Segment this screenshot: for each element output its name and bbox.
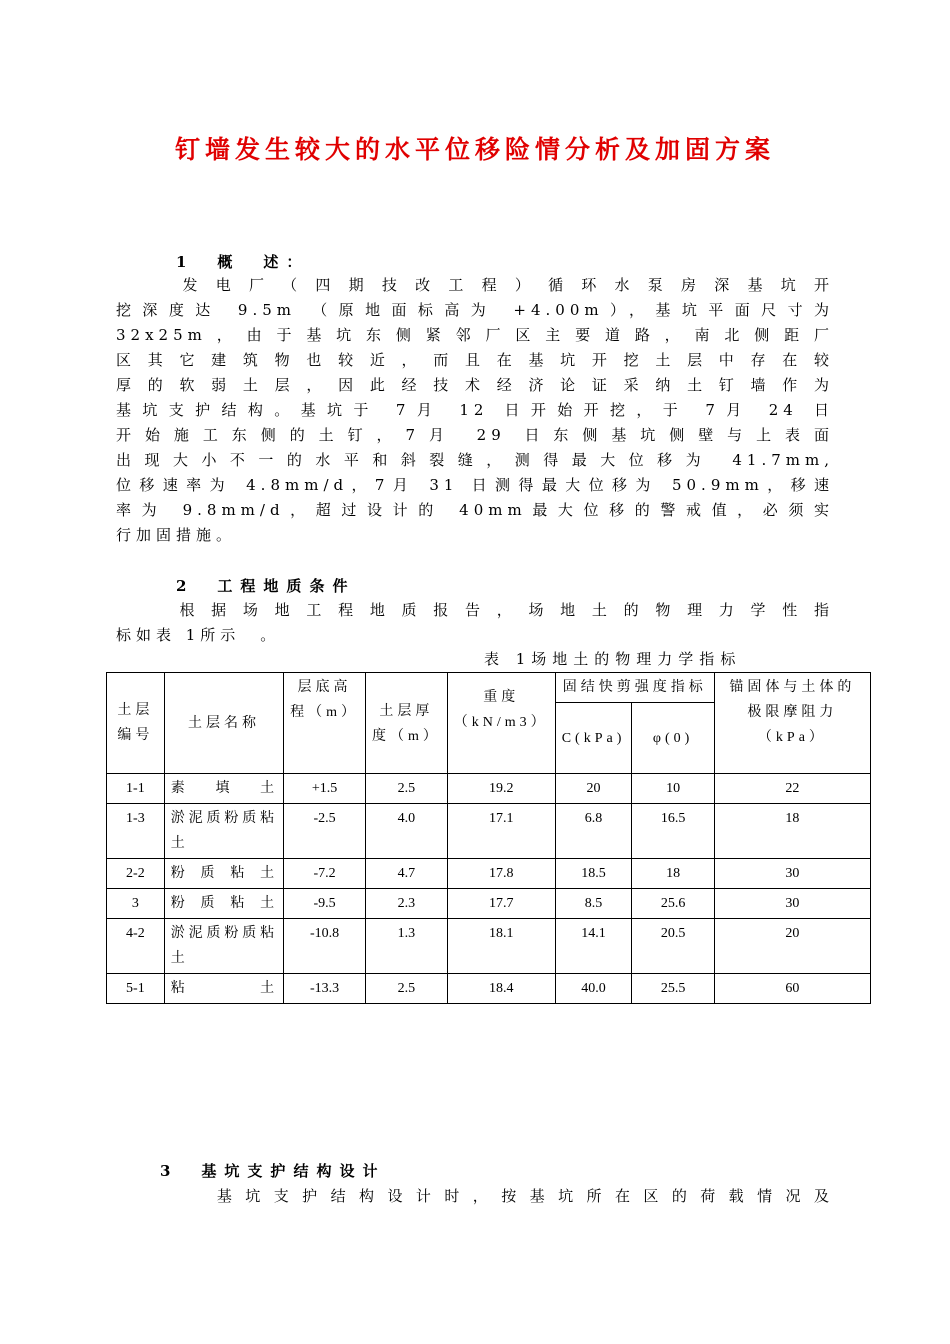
table-row: [107, 974, 871, 1004]
cell-layer-name: 粉质粘土: [164, 859, 283, 889]
text-line: 发电厂（四期技改工程）循环水泵房深基坑开: [116, 276, 834, 294]
cell-cohesion: 6.8: [555, 804, 632, 859]
cell-friction-angle: 25.5: [632, 974, 715, 1004]
cell-unit-weight: 18.4: [447, 974, 555, 1004]
table-caption: 表 1场地土的物理力学指标: [484, 650, 742, 668]
soil-properties-table: [106, 672, 871, 1004]
header-bottom-elevation: 层底高程（m）: [284, 673, 366, 774]
text-line: 开始施工东侧的土钉，7月 29 日东侧基坑侧壁与上表面: [116, 426, 834, 444]
cell-cohesion: 20: [555, 774, 632, 804]
cell-unit-weight: 17.8: [447, 859, 555, 889]
cell-unit-weight: 18.1: [447, 919, 555, 974]
text-line: 区其它建筑物也较近，而且在基坑开挖土层中存在较: [116, 351, 834, 369]
cell-layer-name: 淤泥质粉质粘土: [164, 804, 283, 859]
text-line: 根据场地工程地质报告，场地土的物理力学性指: [116, 601, 834, 619]
header-cohesion: C(kPa): [555, 703, 632, 774]
cell-elevation: -13.3: [284, 974, 366, 1004]
cell-thickness: 1.3: [365, 919, 447, 974]
text-line: 出现大小不一的水平和斜裂缝，测得最大位移为 41.7mm,: [116, 451, 834, 469]
document-title: 钉墙发生较大的水平位移险情分析及加固方案: [174, 135, 775, 164]
cell-anchor-friction: 60: [714, 974, 870, 1004]
section-2-heading: 2 工程地质条件: [176, 577, 356, 595]
cell-cohesion: 18.5: [555, 859, 632, 889]
section-3-heading: 3 基坑支护结构设计: [160, 1162, 386, 1180]
cell-anchor-friction: 22: [714, 774, 870, 804]
cell-cohesion: 40.0: [555, 974, 632, 1004]
text-line: 挖深度达 9.5m （原地面标高为 +4.00m），基坑平面尺寸为: [116, 301, 834, 319]
cell-cohesion: 14.1: [555, 919, 632, 974]
cell-thickness: 2.3: [365, 889, 447, 919]
cell-layer-no: 1-3: [107, 804, 165, 859]
cell-unit-weight: 19.2: [447, 774, 555, 804]
table-header-row: [107, 673, 871, 703]
text-line: 位移速率为 4.8mm/d，7月 31 日测得最大位移为 50.9mm，移速: [116, 476, 834, 494]
header-thickness: 土层厚度（m）: [365, 673, 447, 774]
cell-elevation: -9.5: [284, 889, 366, 919]
cell-layer-name: 淤泥质粉质粘土: [164, 919, 283, 974]
cell-unit-weight: 17.1: [447, 804, 555, 859]
cell-layer-name: 粉质粘土: [164, 889, 283, 919]
section-1-body: [116, 273, 834, 548]
cell-layer-name: 粘土: [164, 974, 283, 1004]
header-layer-no: 土层编号: [107, 673, 165, 774]
cell-elevation: -7.2: [284, 859, 366, 889]
text-line: 行加固措施。: [116, 526, 237, 544]
cell-friction-angle: 25.6: [632, 889, 715, 919]
cell-elevation: -10.8: [284, 919, 366, 974]
table-row: [107, 774, 871, 804]
cell-layer-no: 3: [107, 889, 165, 919]
table-row: [107, 919, 871, 974]
section-2-body: [116, 598, 834, 648]
cell-thickness: 2.5: [365, 774, 447, 804]
text-line: 厚的软弱土层，因此经技术经济论证采纳土钉墙作为: [116, 376, 834, 394]
cell-thickness: 2.5: [365, 974, 447, 1004]
cell-anchor-friction: 30: [714, 889, 870, 919]
cell-elevation: -2.5: [284, 804, 366, 859]
header-shear-strength: 固结快剪强度指标: [555, 673, 714, 703]
table-row: [107, 859, 871, 889]
cell-friction-angle: 16.5: [632, 804, 715, 859]
table-row: [107, 889, 871, 919]
cell-anchor-friction: 30: [714, 859, 870, 889]
text-line: 基坑支护结构。基坑于 7月 12 日开始开挖，于 7月 24 日: [116, 401, 834, 419]
cell-thickness: 4.7: [365, 859, 447, 889]
text-line: 率为 9.8mm/d，超过设计的 40mm最大位移的警戒值，必须实: [116, 501, 834, 519]
cell-layer-no: 4-2: [107, 919, 165, 974]
cell-anchor-friction: 20: [714, 919, 870, 974]
cell-friction-angle: 10: [632, 774, 715, 804]
text-line: 32x25m，由于基坑东侧紧邻厂区主要道路，南北侧距厂: [116, 326, 834, 344]
cell-unit-weight: 17.7: [447, 889, 555, 919]
section-1-heading: 1 概 述：: [176, 253, 310, 271]
header-anchor-friction: 锚固体与土体的极限摩阻力（kPa）: [714, 673, 870, 774]
text-line: 标如表 1所示 。: [116, 626, 281, 644]
cell-anchor-friction: 18: [714, 804, 870, 859]
header-layer-name: 土层名称: [164, 673, 283, 774]
text-line: 基坑支护结构设计时，按基坑所在区的荷载情况及: [160, 1187, 834, 1205]
cell-layer-no: 5-1: [107, 974, 165, 1004]
cell-layer-name: 素填土: [164, 774, 283, 804]
header-friction-angle: φ(0): [632, 703, 715, 774]
cell-friction-angle: 18: [632, 859, 715, 889]
cell-layer-no: 1-1: [107, 774, 165, 804]
cell-cohesion: 8.5: [555, 889, 632, 919]
header-unit-weight: 重度（kN/m3）: [447, 673, 555, 774]
cell-friction-angle: 20.5: [632, 919, 715, 974]
cell-elevation: +1.5: [284, 774, 366, 804]
cell-thickness: 4.0: [365, 804, 447, 859]
cell-layer-no: 2-2: [107, 859, 165, 889]
section-3-body: [160, 1184, 834, 1209]
table-row: [107, 804, 871, 859]
